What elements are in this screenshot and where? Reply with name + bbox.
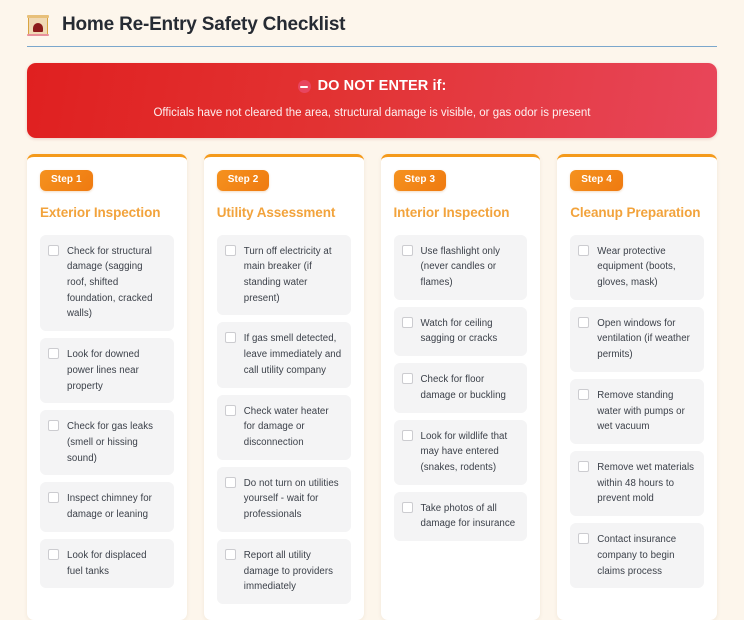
checkbox-icon[interactable]: [402, 373, 413, 384]
check-item[interactable]: [40, 338, 174, 403]
step-badge-4: Step 4: [570, 170, 623, 191]
check-item-label: Inspect chimney for damage or leaning: [67, 493, 152, 521]
checklist-card-step-4: [557, 154, 717, 620]
check-item[interactable]: [394, 492, 528, 541]
check-item-label: Look for displaced fuel tanks: [67, 549, 147, 577]
no-entry-icon: [298, 80, 311, 93]
checkbox-icon[interactable]: [402, 317, 413, 328]
check-item[interactable]: [570, 451, 704, 516]
warning-subtitle: Officials have not cleared the area, structural damage is visible, or gas odor is present: [153, 107, 591, 120]
check-item[interactable]: [394, 363, 528, 412]
card-title-4: Cleanup Preparation: [570, 205, 701, 221]
checkbox-icon[interactable]: [578, 461, 589, 472]
check-item[interactable]: [570, 379, 704, 444]
step-badge-3: Step 3: [394, 170, 447, 191]
checklist-columns: [27, 154, 717, 620]
checkbox-icon[interactable]: [48, 348, 59, 359]
check-item[interactable]: [217, 322, 351, 387]
check-list-4: [570, 235, 704, 589]
checkbox-icon[interactable]: [48, 420, 59, 431]
checkbox-icon[interactable]: [48, 492, 59, 503]
check-item-label: Remove standing water with pumps or wet vacuum: [597, 389, 685, 433]
warning-title-row: [45, 78, 699, 95]
check-item-label: Wear protective equipment (boots, gloves, mask): [597, 245, 676, 288]
page-title: Home Re-Entry Safety Checklist: [62, 13, 346, 35]
checkbox-icon[interactable]: [225, 477, 236, 488]
checkbox-icon[interactable]: [402, 502, 413, 513]
step-badge-2: Step 2: [217, 170, 270, 191]
checkbox-icon[interactable]: [225, 332, 236, 343]
check-item[interactable]: [570, 307, 704, 372]
page-header: [27, 0, 717, 47]
checkbox-icon[interactable]: [225, 245, 236, 256]
checklist-card-step-2: [204, 154, 364, 620]
check-item-label: Remove wet materials within 48 hours to prevent mold: [597, 461, 695, 505]
check-item-label: Look for wildlife that may have entered (snakes, rodents): [420, 430, 508, 473]
card-title-1: Exterior Inspection: [40, 205, 161, 221]
check-item-label: Look for downed power lines near property: [67, 349, 140, 392]
checkbox-icon[interactable]: [578, 533, 589, 544]
check-item[interactable]: [217, 235, 351, 316]
check-list-2: [217, 235, 351, 605]
check-list-1: [40, 235, 174, 589]
check-item-label: Use flashlight only (never candles or flames): [420, 245, 501, 288]
checklist-card-step-3: [381, 154, 541, 620]
check-item[interactable]: [217, 539, 351, 604]
check-item[interactable]: [40, 410, 174, 475]
warning-title-text: DO NOT ENTER if:: [317, 78, 447, 94]
checkbox-icon[interactable]: [578, 317, 589, 328]
checkbox-icon[interactable]: [402, 245, 413, 256]
checklist-card-step-1: [27, 154, 187, 620]
card-title-3: Interior Inspection: [393, 205, 510, 221]
check-item-label: Check for gas leaks (smell or hissing sound): [67, 421, 154, 464]
check-item[interactable]: [394, 307, 528, 356]
check-item-label: Check for structural damage (sagging roof, shifted foundation, cracked walls): [67, 245, 153, 320]
check-item-label: If gas smell detected, leave immediately and call utility company: [243, 333, 342, 376]
step-badge-1: Step 1: [40, 170, 93, 191]
check-item[interactable]: [570, 523, 704, 588]
card-title-2: Utility Assessment: [216, 205, 336, 221]
check-item-label: Contact insurance company to begin claims process: [597, 534, 677, 577]
check-item-label: Do not turn on utilities yourself - wait for professionals: [243, 477, 339, 521]
check-item-label: Report all utility damage to providers immediately: [243, 549, 334, 593]
check-item[interactable]: [394, 420, 528, 485]
checkbox-icon[interactable]: [225, 405, 236, 416]
checkbox-icon[interactable]: [48, 549, 59, 560]
checkbox-icon[interactable]: [48, 245, 59, 256]
check-item-label: Check water heater for damage or disconnection: [243, 405, 329, 448]
check-item[interactable]: [40, 235, 174, 332]
checkbox-icon[interactable]: [578, 389, 589, 400]
do-not-enter-banner: [27, 63, 717, 138]
check-item[interactable]: [40, 482, 174, 531]
check-item-label: Check for floor damage or buckling: [420, 374, 506, 401]
checkbox-icon[interactable]: [225, 549, 236, 560]
check-item[interactable]: [570, 235, 704, 300]
fireplace-icon: [27, 14, 49, 36]
checkbox-icon[interactable]: [578, 245, 589, 256]
check-item-label: Take photos of all damage for insurance: [420, 502, 516, 530]
check-item[interactable]: [40, 539, 174, 588]
check-item[interactable]: [394, 235, 528, 300]
check-item[interactable]: [217, 395, 351, 460]
check-item-label: Open windows for ventilation (if weather permits): [597, 317, 690, 361]
check-item-label: Turn off electricity at main breaker (if standing water present): [243, 245, 332, 304]
check-list-3: [394, 235, 528, 542]
checkbox-icon[interactable]: [402, 430, 413, 441]
check-item[interactable]: [217, 467, 351, 532]
check-item-label: Watch for ceiling sagging or cracks: [420, 317, 498, 345]
